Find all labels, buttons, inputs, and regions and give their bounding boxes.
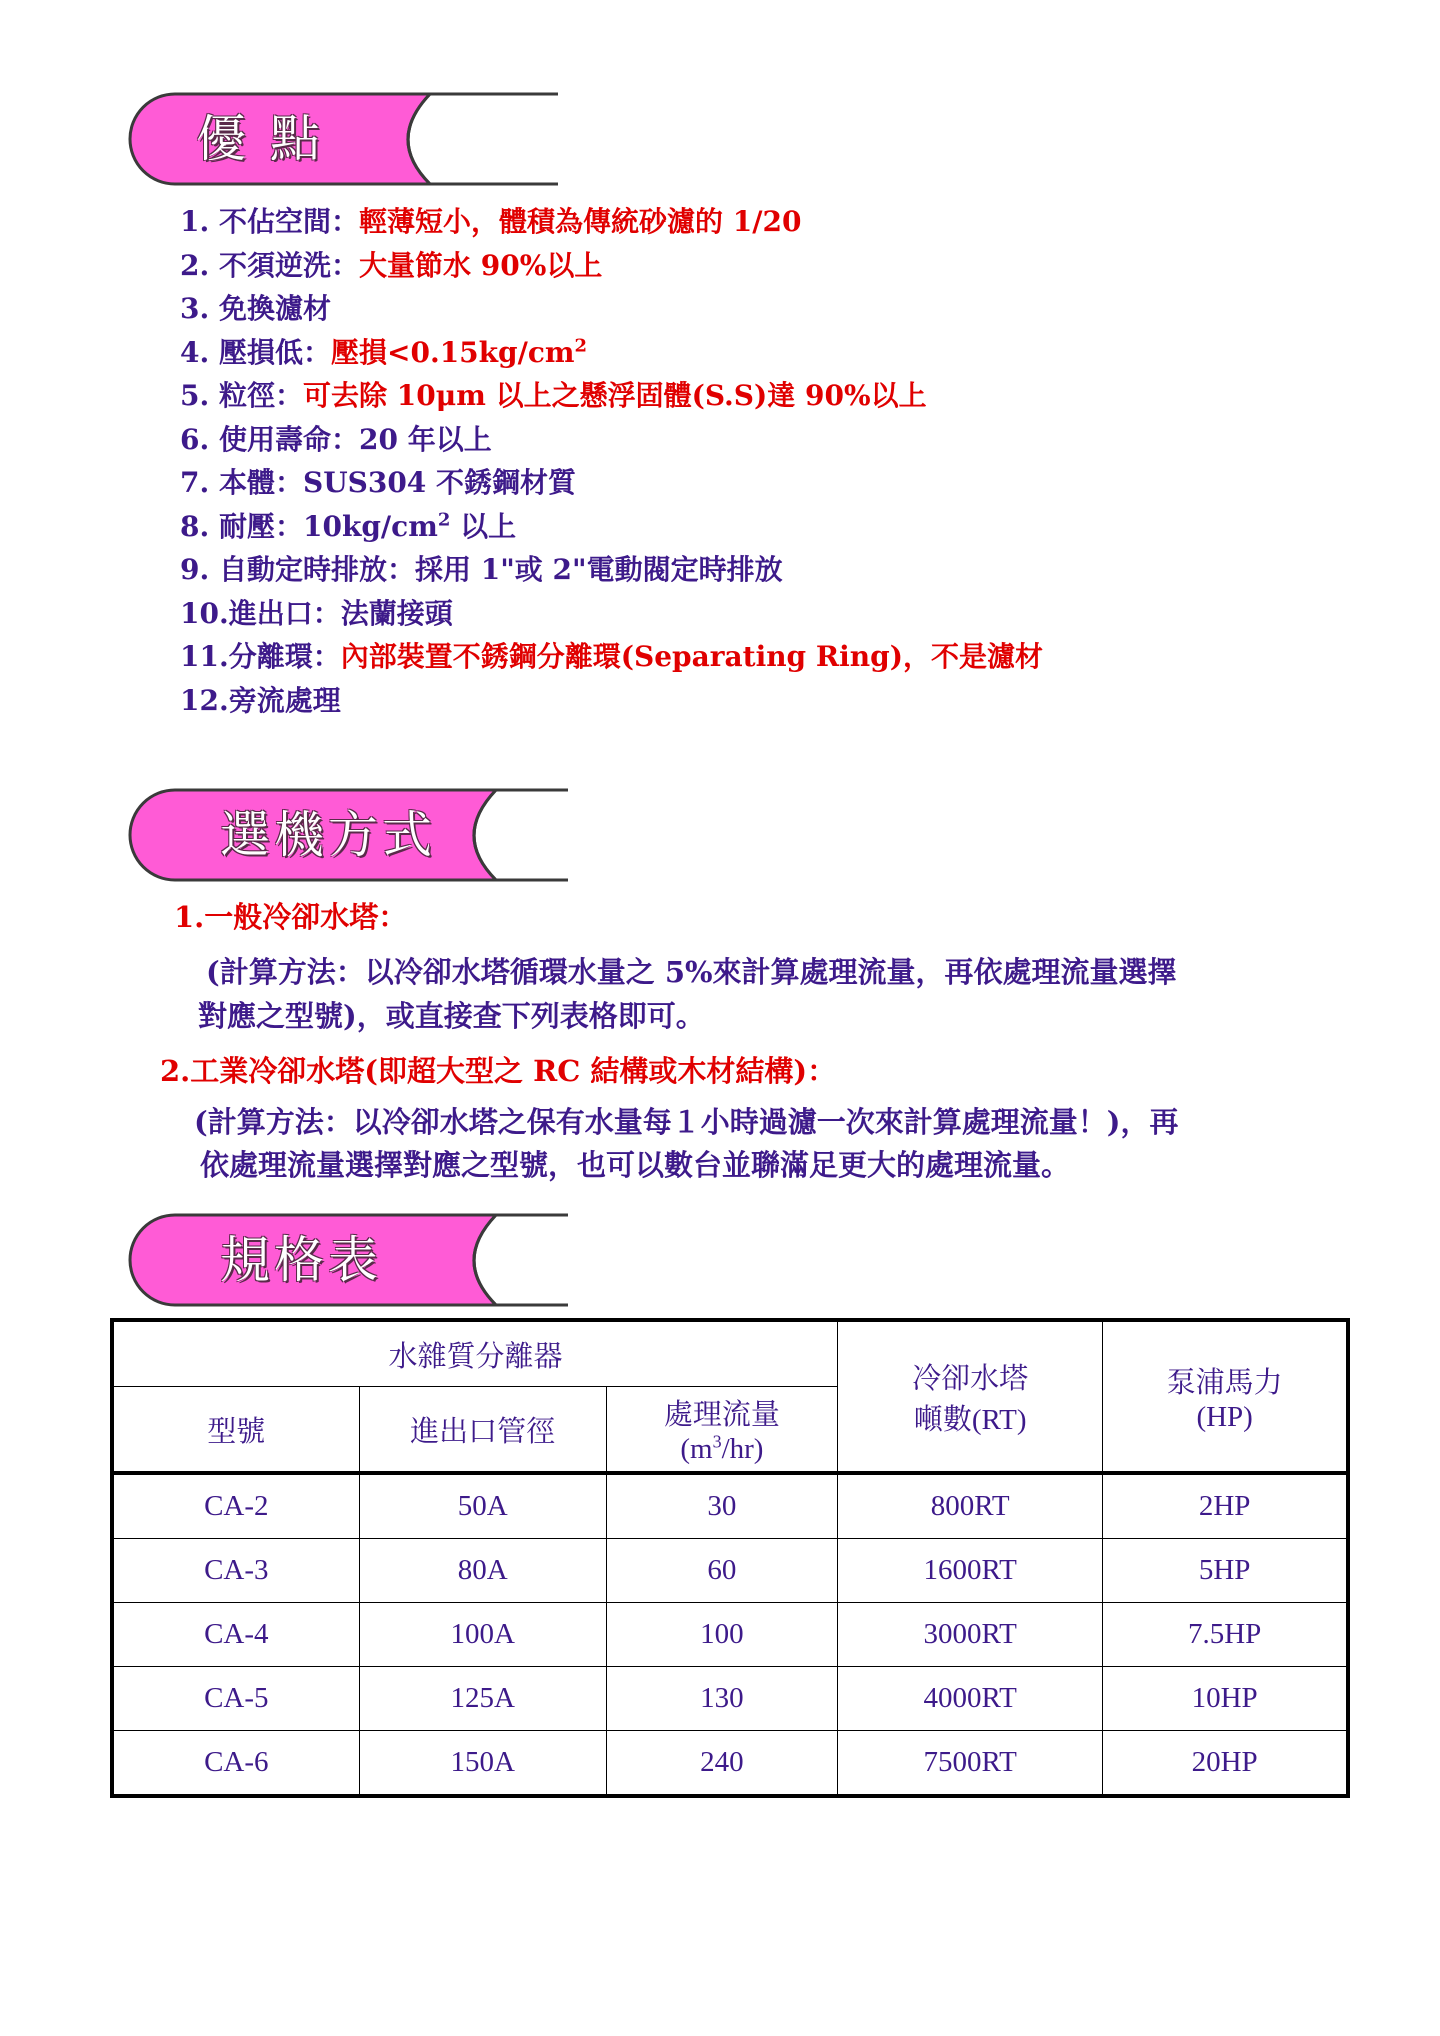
selection-item-1-title: 1.一般冷卻水塔：	[174, 900, 408, 934]
advantages-list	[180, 200, 1043, 722]
cell-pipe: 150A	[359, 1731, 606, 1797]
table-header-tower: 冷卻水塔 噸數(RT)	[838, 1320, 1103, 1473]
cell-flow: 30	[606, 1473, 837, 1539]
table-header-pump: 泵浦馬力 (HP)	[1103, 1320, 1348, 1473]
table-header-flow: 處理流量 $(m^3/hr)$	[606, 1387, 837, 1474]
list-item: 10.進出口：法蘭接頭	[180, 596, 453, 630]
selection-title: 選機方式	[220, 806, 436, 864]
cell-model: CA-2	[112, 1473, 359, 1539]
list-item: 4. 壓損低：壓損$<0.15kg/cm^2$	[180, 335, 588, 369]
cell-flow: 240	[606, 1731, 837, 1797]
table-header-pipe: 進出口管徑	[359, 1387, 606, 1474]
cell-tower: 3000RT	[838, 1603, 1103, 1667]
cell-pump: 10HP	[1103, 1667, 1348, 1731]
cell-pipe: 50A	[359, 1473, 606, 1539]
selection-item-2-title: 2.工業冷卻水塔(即超大型之 RC 結構或木材結構)：	[160, 1054, 837, 1088]
selection-item-1-line-1: (計算方法：以冷卻水塔循環水量之 5%來計算處理流量，再依處理流量選擇	[206, 955, 1177, 989]
cell-pump: 7.5HP	[1103, 1603, 1348, 1667]
list-item: 12.旁流處理	[180, 683, 341, 717]
table-row	[112, 1603, 1348, 1667]
spec-table	[110, 1318, 1350, 1798]
cell-flow: 60	[606, 1539, 837, 1603]
list-item: 1. 不佔空間：輕薄短小，體積為傳統砂濾的 1/20	[180, 205, 802, 238]
list-item: 11.分離環：內部裝置不銹鋼分離環(Separating Ring)，不是濾材	[180, 640, 1043, 673]
selection-item-2-line-1: (計算方法：以冷卻水塔之保有水量每１小時過濾一次來計算處理流量！)，再	[194, 1105, 1179, 1139]
cell-tower: 7500RT	[838, 1731, 1103, 1797]
cell-model: CA-3	[112, 1539, 359, 1603]
cell-pipe: 125A	[359, 1667, 606, 1731]
cell-pipe: 100A	[359, 1603, 606, 1667]
cell-pump: 2HP	[1103, 1473, 1348, 1539]
cell-tower: 1600RT	[838, 1539, 1103, 1603]
cell-model: CA-5	[112, 1667, 359, 1731]
cell-model: CA-6	[112, 1731, 359, 1797]
table-row	[112, 1473, 1348, 1539]
selection-item-2-line-2: 依處理流量選擇對應之型號，也可以數台並聯滿足更大的處理流量。	[200, 1148, 1071, 1182]
cell-tower: 4000RT	[838, 1667, 1103, 1731]
list-item: 3. 免換濾材	[180, 292, 331, 325]
list-item: 5. 粒徑：可去除 10μm 以上之懸浮固體(S.S)達 90%以上	[180, 379, 927, 412]
list-item: 8. 耐壓：$10kg/cm^2$ 以上	[180, 509, 517, 543]
table-row	[112, 1731, 1348, 1797]
cell-flow: 130	[606, 1667, 837, 1731]
advantages-banner	[128, 92, 568, 188]
selection-item-1-line-2: 對應之型號)，或直接查下列表格即可。	[198, 999, 705, 1033]
spec-title: 規格表	[220, 1231, 382, 1289]
list-item: 7. 本體：SUS304 不銹鋼材質	[180, 466, 577, 499]
spec-banner	[128, 1213, 568, 1309]
cell-tower: 800RT	[838, 1473, 1103, 1539]
advantages-title: 優 點	[196, 110, 324, 168]
banner-shape	[128, 92, 568, 188]
table-row	[112, 1667, 1348, 1731]
cell-pipe: 80A	[359, 1539, 606, 1603]
list-item: 2. 不須逆洗：大量節水 90%以上	[180, 248, 603, 282]
cell-model: CA-4	[112, 1603, 359, 1667]
list-item: 9. 自動定時排放：採用 1"或 2"電動閥定時排放	[180, 553, 783, 586]
cell-pump: 5HP	[1103, 1539, 1348, 1603]
list-item: 6. 使用壽命：20 年以上	[180, 422, 492, 456]
table-group-header: 水雜質分離器	[112, 1320, 838, 1387]
selection-banner	[128, 788, 568, 884]
table-row	[112, 1539, 1348, 1603]
table-header-model: 型號	[112, 1387, 359, 1474]
cell-flow: 100	[606, 1603, 837, 1667]
cell-pump: 20HP	[1103, 1731, 1348, 1797]
